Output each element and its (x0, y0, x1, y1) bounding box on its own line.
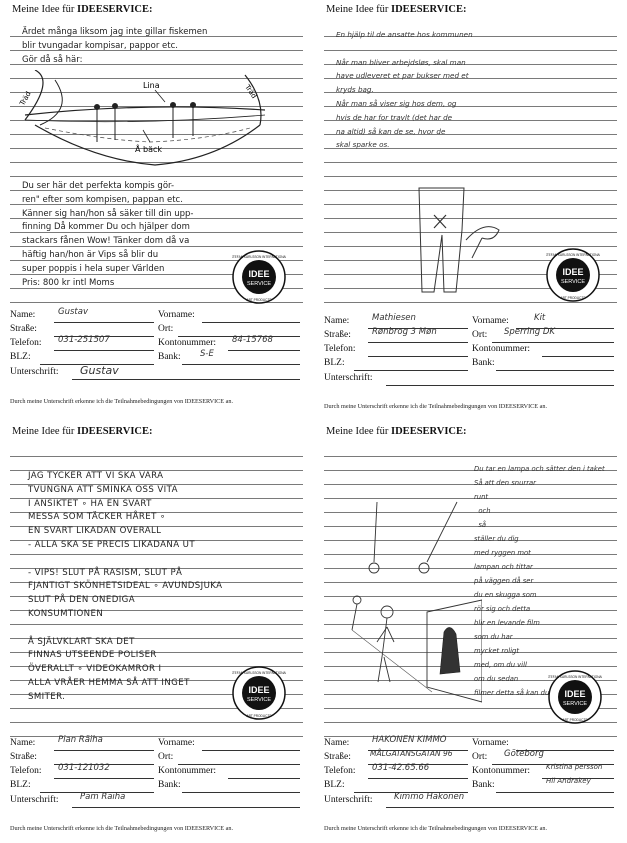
svg-text:SERVICE: SERVICE (246, 281, 272, 287)
kontonummer-field[interactable]: Kristina persson (546, 763, 603, 771)
terms-footnote: Durch meine Unterschrift erkenne ich die Teilnahmebedingungen von IDEESERVICE an. (10, 398, 234, 405)
lamp-shadow-sketch (332, 482, 482, 712)
bank-field[interactable]: S-E (200, 349, 214, 359)
idea-card-bottom-left (0, 422, 313, 843)
telefon-field[interactable]: 031-121032 (58, 763, 110, 773)
card-header: Meine Idee für IDEESERVICE: (326, 4, 467, 15)
handwritten-intro: Ärdet många liksom jag inte gillar fiskemen blir tvungadar kompisar, pappor etc. Gör då så här: (22, 27, 208, 65)
svg-text:STEFAN KARLSSON INTERNATIONAL: STEFAN KARLSSON INTERNATIONAL (232, 671, 286, 675)
svg-text:SERVICE: SERVICE (562, 701, 588, 707)
idee-service-seal (232, 250, 286, 304)
svg-text:IDEE: IDEE (248, 685, 270, 695)
idee-service-seal (232, 666, 286, 720)
handwritten-description: Du ser här det perfekta kompis gör- ren" efter som kompisen, pappan etc. Känner sig han/hon så säker till din upp- finning Då kommer Du och hjälper dom stackars fånen Wow! Tänker dom då va häftig han/hon är Vips så blir du super poppis i hela super Världen Pris: 800 kr intl Moms (22, 181, 194, 288)
handwritten-idea: JAG TYCKER ATT VI SKA VARA TVUNGNA ATT SMINKA OSS VITA I ANSIKTET ∘ HA EN SVART MESSA SOM TÄCKER HÅRET ∘ EN SVART LIKADAN OVERALL - ALLA SKA SE PRECIS LIKADANA UT - VIPS! SLUT PÅ RASISM, SLUT PÅ FJANTIGT SKÖNHETSIDEAL ∘ AVUNDSJUKA SLUT PÅ DEN ONEDIGA KONSUMTIONEN Å SJÄLVKLART SKA DET FINNAS UTSEENDE POLISER ÖVERALLT ∘ VIDEOKAMROR I ALLA VRÅER HEMMA SÅ ATT INGET SMITER. (28, 471, 223, 702)
idea-card-top-right (314, 0, 627, 421)
vorname-field[interactable]: Kit (534, 313, 546, 323)
card-header: Meine Idee für IDEESERVICE: (12, 426, 153, 437)
idee-service-seal (548, 670, 602, 724)
idea-card-bottom-right (314, 422, 627, 843)
strasse-field[interactable]: Rønbrog 3 Møn (372, 327, 437, 337)
svg-text:ART PRODUCTS: ART PRODUCTS (562, 718, 588, 722)
idee-service-seal (546, 248, 600, 302)
name-field[interactable]: Mathiesen (372, 313, 416, 323)
idea-card-top-left (0, 0, 313, 421)
svg-text:IDEE: IDEE (562, 267, 584, 277)
svg-text:Å bäck: Å bäck (135, 145, 163, 154)
signature: Kimmo Hakonen (394, 792, 465, 802)
card-header: Meine Idee für IDEESERVICE: (326, 426, 467, 437)
fishing-line-sketch (15, 70, 275, 180)
svg-text:STEFAN KARLSSON INTERNATIONAL: STEFAN KARLSSON INTERNATIONAL (546, 253, 600, 257)
card-header: Meine Idee für IDEESERVICE: (12, 4, 153, 15)
svg-text:ART PRODUCTS: ART PRODUCTS (560, 296, 586, 300)
svg-text:Lina: Lina (143, 81, 160, 90)
handwritten-idea: En hjälp til de ansatte hos kommunen Når man bliver arbejdsløs, skal man have udleveret et par bukser med et kryds bag. Når man så viser sig hos dem, og hvis de har for travlt (det har de na altid) så kan de se, hvor de skal sparke os. (336, 30, 473, 150)
signature: Pam Räiha (80, 792, 126, 802)
name-field[interactable]: HAKONEN KIMMO (372, 735, 447, 745)
name-field[interactable]: Gustav (58, 307, 88, 317)
svg-text:Träd: Träd (18, 90, 33, 108)
svg-text:SERVICE: SERVICE (246, 697, 272, 703)
ort-field[interactable]: Sperring DK (504, 327, 555, 337)
contact-form: Name: Pian Räiha Vorname: Straße: Ort: Telefon: 031-121032 Kontonummer: BLZ: Bank: Unterschrift: Pam Räiha (10, 738, 303, 818)
telefon-field[interactable]: 031-42.65.66 (372, 763, 430, 773)
contact-form: Name: Gustav Vorname: Straße: Ort: Telefon: 031-251507 Kontonummer: 84-15768 BLZ: Bank: S-E Unterschrift: Gustav (10, 310, 303, 390)
svg-text:ART PRODUCTS: ART PRODUCTS (246, 714, 272, 718)
signature: Gustav (80, 364, 119, 377)
svg-text:IDEE: IDEE (248, 269, 270, 279)
strasse-field[interactable]: MÅLGATANSGATAN 96 (370, 749, 453, 758)
svg-text:STEFAN KARLSSON INTERNATIONAL: STEFAN KARLSSON INTERNATIONAL (548, 675, 602, 679)
svg-text:IDEE: IDEE (564, 689, 586, 699)
ort-field[interactable]: Göteborg (504, 749, 544, 759)
svg-text:Träd: Träd (243, 83, 259, 101)
svg-text:SERVICE: SERVICE (560, 279, 586, 285)
terms-footnote: Durch meine Unterschrift erkenne ich die Teilnahmebedingungen von IDEESERVICE an. (324, 403, 548, 410)
kontonummer-field[interactable]: 84-15768 (232, 335, 273, 345)
name-field[interactable]: Pian Räiha (58, 735, 103, 745)
contact-form: Name: Mathiesen Vorname: Kit Straße: Rønbrog 3 Møn Ort: Sperring DK Telefon: Kontonummer: BLZ: Bank: Unterschrift: (324, 316, 617, 396)
terms-footnote: Durch meine Unterschrift erkenne ich die Teilnahmebedingungen von IDEESERVICE an. (10, 825, 234, 832)
handwritten-idea: Du tar en lampa och sätter den i taket Så att den snurrar runt och så ställer du dig med ryggen mot lampan och tittar på väggen då ser du en skugga som rör sig och detta blir en levande film som du har mycket roligt med, om du vill om du sedan filmer detta så kan du (474, 465, 605, 697)
svg-text:ART PRODUCTS: ART PRODUCTS (246, 298, 272, 302)
telefon-field[interactable]: 031-251507 (58, 335, 110, 345)
svg-text:STEFAN KARLSSON INTERNATIONAL: STEFAN KARLSSON INTERNATIONAL (232, 255, 286, 259)
trousers-sketch (394, 180, 514, 300)
contact-form: Name: HAKONEN KIMMO Vorname: Straße: MÅLGATANSGATAN 96 Ort: Göteborg Telefon: 031-42.65.66 Kontonummer: Kristina persson BLZ: Bank: Hil Andrakey Unterschrift: Kimmo Hakonen (324, 738, 617, 818)
terms-footnote: Durch meine Unterschrift erkenne ich die Teilnahmebedingungen von IDEESERVICE an. (324, 825, 548, 832)
bank-field[interactable]: Hil Andrakey (546, 777, 591, 785)
